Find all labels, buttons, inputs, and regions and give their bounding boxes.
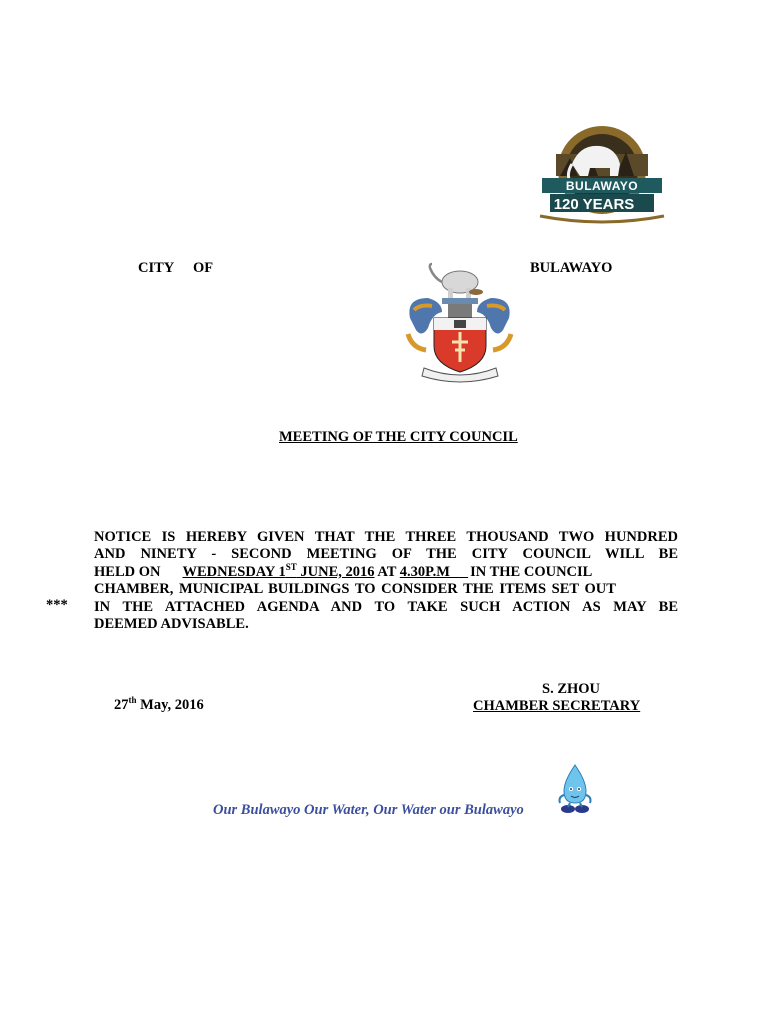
notice-line-3 xyxy=(94,561,678,581)
header-bulawayo: BULAWAYO xyxy=(530,260,613,276)
notice-date: 27th May, 2016 xyxy=(114,695,204,713)
water-drop-mascot-icon xyxy=(556,763,594,815)
coat-of-arms-icon xyxy=(402,258,517,384)
at-text: AT xyxy=(374,563,400,580)
bulawayo-120-years-logo xyxy=(530,124,675,226)
notice-line-5: IN THE ATTACHED AGENDA AND TO TAKE SUCH ACTION AS MAY BE xyxy=(94,598,678,615)
meeting-date: WEDNESDAY 1ST JUNE, 2016 xyxy=(182,561,375,580)
signatory-name: S. ZHOU xyxy=(542,681,601,697)
margin-asterisks: *** xyxy=(46,597,68,613)
notice-line-4: CHAMBER, MUNICIPAL BUILDINGS TO CONSIDER THE ITEMS SET OUT xyxy=(94,581,616,598)
notice-line-2: AND NINETY - SECOND MEETING OF THE CITY COUNCIL WILL BE xyxy=(94,546,678,563)
signatory-title: CHAMBER SECRETARY xyxy=(473,698,641,714)
held-on-text: HELD ON xyxy=(94,563,161,580)
meeting-title: MEETING OF THE CITY COUNCIL xyxy=(279,429,518,445)
notice-line-6: DEEMED ADVISABLE. xyxy=(94,616,249,633)
badge-title: BULAWAYO xyxy=(565,179,639,193)
council-text: IN THE COUNCIL xyxy=(470,563,593,580)
notice-line-1: NOTICE IS HEREBY GIVEN THAT THE THREE THOUSAND TWO HUNDRED xyxy=(94,529,678,545)
notice-paragraph xyxy=(94,529,678,633)
slogan-text: Our Bulawayo Our Water, Our Water our Bulawayo xyxy=(213,802,524,818)
header-city: CITY xyxy=(138,260,175,276)
badge-years: 120 YEARS xyxy=(553,196,635,213)
meeting-time: 4.30P.M xyxy=(399,563,450,580)
header-of: OF xyxy=(193,260,214,276)
